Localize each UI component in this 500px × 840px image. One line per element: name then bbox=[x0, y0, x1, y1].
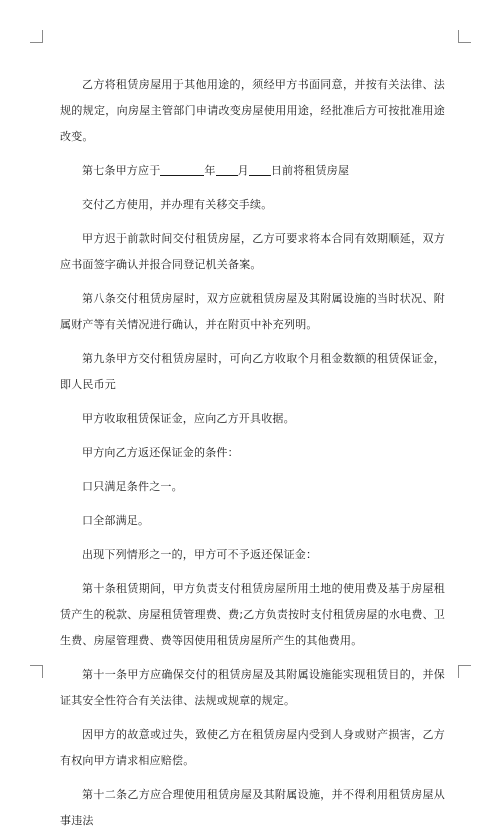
paragraph: 交付乙方使用，并办理有关移交手续。 bbox=[82, 198, 273, 211]
text-segment: 第七条甲方应于 bbox=[82, 164, 161, 177]
paragraph: 乙方将租赁房屋用于其他用途的，须经甲方书面同意，并按有关法律、法规的规定，向房屋主管部门申请改变房屋使用用途，经批准后方可按批准用途改变。 bbox=[60, 78, 445, 143]
crop-mark-bottom-left bbox=[30, 665, 43, 678]
paragraph: 甲方收取租赁保证金，应向乙方开具收据。 bbox=[82, 412, 295, 425]
blank-day bbox=[249, 163, 271, 176]
crop-mark-top-right bbox=[458, 30, 471, 43]
paragraph-article-8: 第八条交付租赁房屋时，双方应就租赁房屋及其附属设施的当时状况、附属财产等有关情况进行确认，并在附页中补充列明。 bbox=[60, 292, 445, 331]
checkbox-option: 口只满足条件之一。 bbox=[82, 480, 183, 493]
paragraph: 甲方迟于前款时间交付租赁房屋，乙方可要求将本合同有效期顺延，双方应书面签字确认并报合同登记机关备案。 bbox=[60, 232, 445, 271]
paragraph: 出现下列情形之一的，甲方可不予返还保证金： bbox=[82, 548, 318, 561]
paragraph-article-7 bbox=[60, 158, 445, 184]
document-body bbox=[60, 72, 445, 840]
text-segment: 年 bbox=[204, 164, 216, 177]
blank-month bbox=[216, 163, 238, 176]
checkbox-option: 口全部满足。 bbox=[82, 514, 150, 527]
blank-year bbox=[160, 163, 204, 176]
paragraph: 因甲方的故意或过失，致使乙方在租赁房屋内受到人身或财产损害，乙方有权向甲方请求相应赔偿。 bbox=[60, 728, 445, 767]
paragraph: 甲方向乙方返还保证金的条件： bbox=[82, 446, 239, 459]
paragraph-article-9: 第九条甲方交付租赁房屋时，可向乙方收取个月租金数额的租赁保证金，即人民币元 bbox=[60, 352, 445, 391]
paragraph-article-10: 第十条租赁期间，甲方负责支付租赁房屋所用土地的使用费及基于房屋租赁产生的税款、房屋租赁管理费、费;乙方负责按时支付租赁房屋的水电费、卫生费、房屋管理费、费等因使用租赁房屋所产生的其他费用。 bbox=[60, 582, 445, 647]
paragraph-article-11: 第十一条甲方应确保交付的租赁房屋及其附属设施能实现租赁目的，并保证其安全性符合有关法律、法规或规章的规定。 bbox=[60, 668, 445, 707]
paragraph-article-12: 第十二条乙方应合理使用租赁房屋及其附属设施，并不得利用租赁房屋从事违法 bbox=[60, 788, 445, 827]
crop-mark-top-left bbox=[30, 30, 43, 43]
text-segment: 月 bbox=[237, 164, 249, 177]
crop-mark-bottom-right bbox=[458, 665, 471, 678]
text-segment: 日前将租赁房屋 bbox=[270, 164, 350, 177]
